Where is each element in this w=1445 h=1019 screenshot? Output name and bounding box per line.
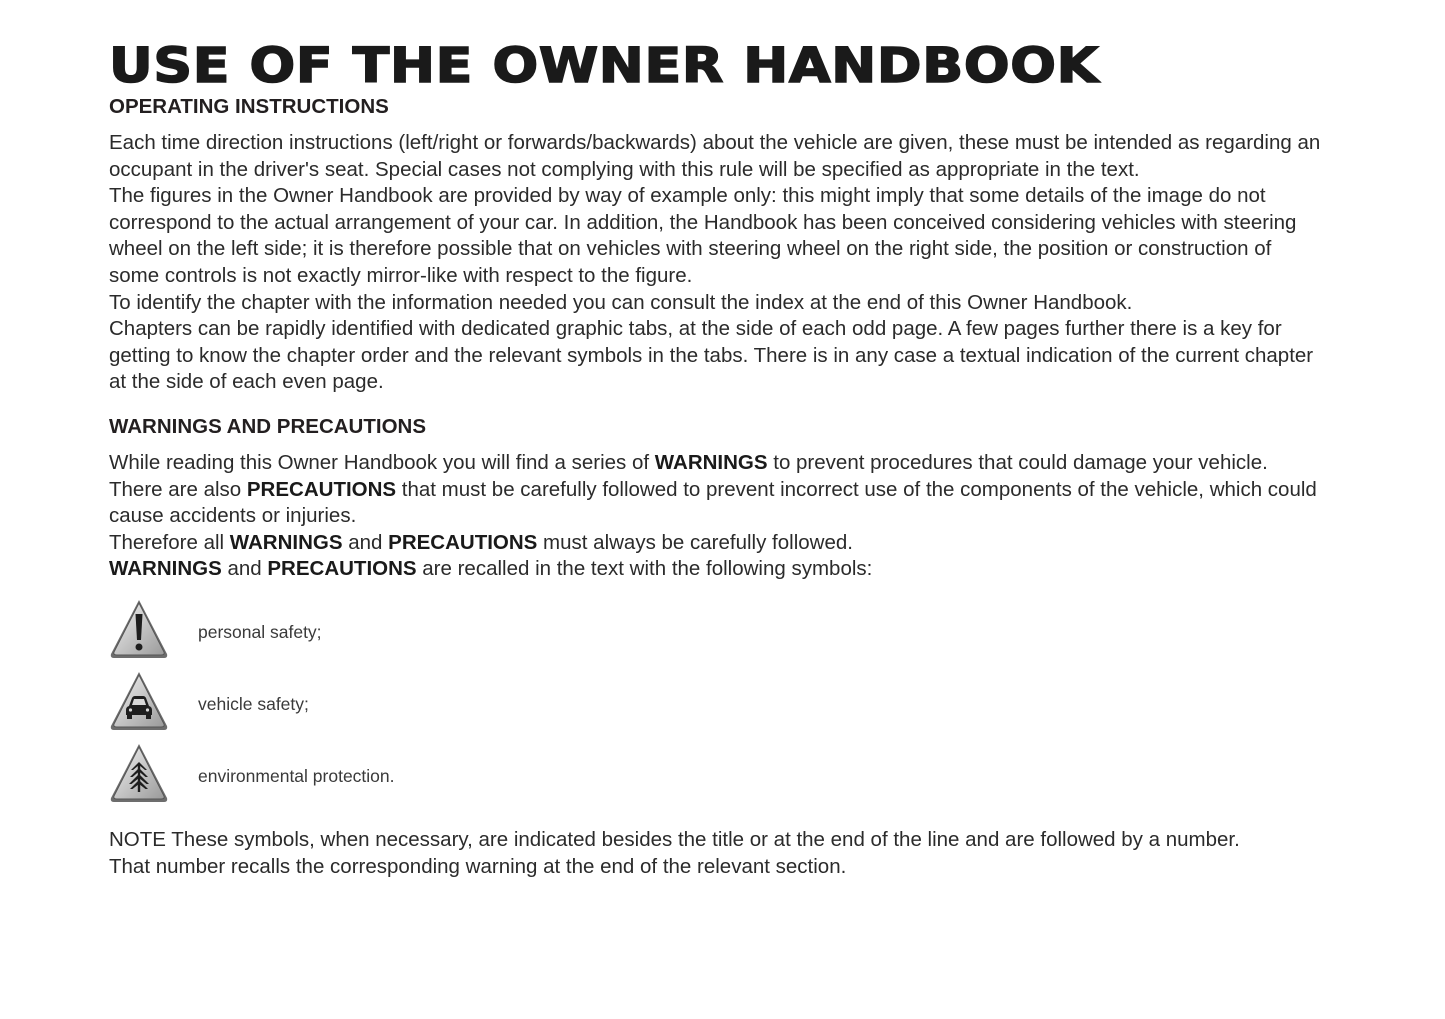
operating-paragraph: The figures in the Owner Handbook are provided by way of example only: this might imply that some details of the image do not correspond to the actual arrangement of your car. In addition, the Handbook has been conceived considering vehicles with steering wheel on the left side; it is therefore possible that on vehicles with steering wheel on the right side, the position or construction of some controls is not exactly mirror-like with respect to the figure. <box>109 184 1297 287</box>
symbol-label: vehicle safety; <box>198 694 309 715</box>
warnings-emphasis: WARNINGS <box>109 557 222 581</box>
operating-paragraph: Each time direction instructions (left/right or forwards/backwards) about the vehicle are given, these must be intended as regarding an occupant in the driver's seat. Special cases not complying with this rule will be specified as appropriate in the text. <box>109 131 1321 181</box>
text-span: and <box>221 557 268 581</box>
symbol-row-personal-safety <box>109 593 1324 665</box>
text-span: and <box>342 530 389 554</box>
precautions-emphasis: PRECAUTIONS <box>246 477 397 501</box>
operating-instructions-text <box>109 130 1324 396</box>
precautions-emphasis: PRECAUTIONS <box>388 530 538 554</box>
warnings-paragraph <box>109 450 1324 477</box>
handbook-page <box>109 40 1324 880</box>
operating-paragraph: Chapters can be rapidly identified with dedicated graphic tabs, at the side of each odd page. A few pages further there is a key for getting to know the chapter order and the relevant symbols in the tabs. There is in any case a textual indication of the current chapter at the side of each even page. <box>109 317 1314 394</box>
page-title: USE OF THE OWNER HANDBOOK <box>109 38 1099 94</box>
symbol-row-environmental-protection <box>109 737 1324 809</box>
operating-instructions-heading: OPERATING INSTRUCTIONS <box>109 95 389 118</box>
text-span: While reading this Owner Handbook you will find a series of <box>109 450 655 474</box>
note-line: That number recalls the corresponding warning at the end of the relevant section. <box>109 854 847 878</box>
environmental-protection-warning-icon <box>109 742 169 804</box>
text-span: are recalled in the text with the following symbols: <box>416 557 873 581</box>
note-line: NOTE These symbols, when necessary, are indicated besides the title or at the end of the line and are followed by a number. <box>109 827 1240 851</box>
precautions-paragraph <box>109 477 1324 530</box>
symbol-label: personal safety; <box>198 622 322 643</box>
personal-safety-warning-icon <box>109 598 169 660</box>
symbol-legend <box>109 593 1324 809</box>
text-span: There are also <box>109 477 247 501</box>
symbol-label: environmental protection. <box>198 766 395 787</box>
symbols-intro-paragraph <box>109 556 1324 583</box>
note-block <box>109 827 1324 880</box>
text-span: must always be carefully followed. <box>537 530 853 554</box>
text-span: to prevent procedures that could damage your vehicle. <box>767 450 1268 474</box>
operating-paragraph: To identify the chapter with the information needed you can consult the index at the end of this Owner Handbook. <box>109 290 1133 314</box>
warnings-emphasis: WARNINGS <box>229 530 343 554</box>
precautions-emphasis: PRECAUTIONS <box>267 557 417 581</box>
warnings-emphasis: WARNINGS <box>654 450 768 474</box>
warnings-precautions-heading: WARNINGS AND PRECAUTIONS <box>109 414 426 438</box>
follow-paragraph <box>109 530 1324 557</box>
symbol-row-vehicle-safety <box>109 665 1324 737</box>
text-span: that must be carefully followed to prevent incorrect use of the components of the vehicle, which could cause accidents or injuries. <box>109 477 1317 528</box>
text-span: Therefore all <box>109 530 230 554</box>
vehicle-safety-warning-icon <box>109 670 169 732</box>
warnings-precautions-text <box>109 450 1324 583</box>
